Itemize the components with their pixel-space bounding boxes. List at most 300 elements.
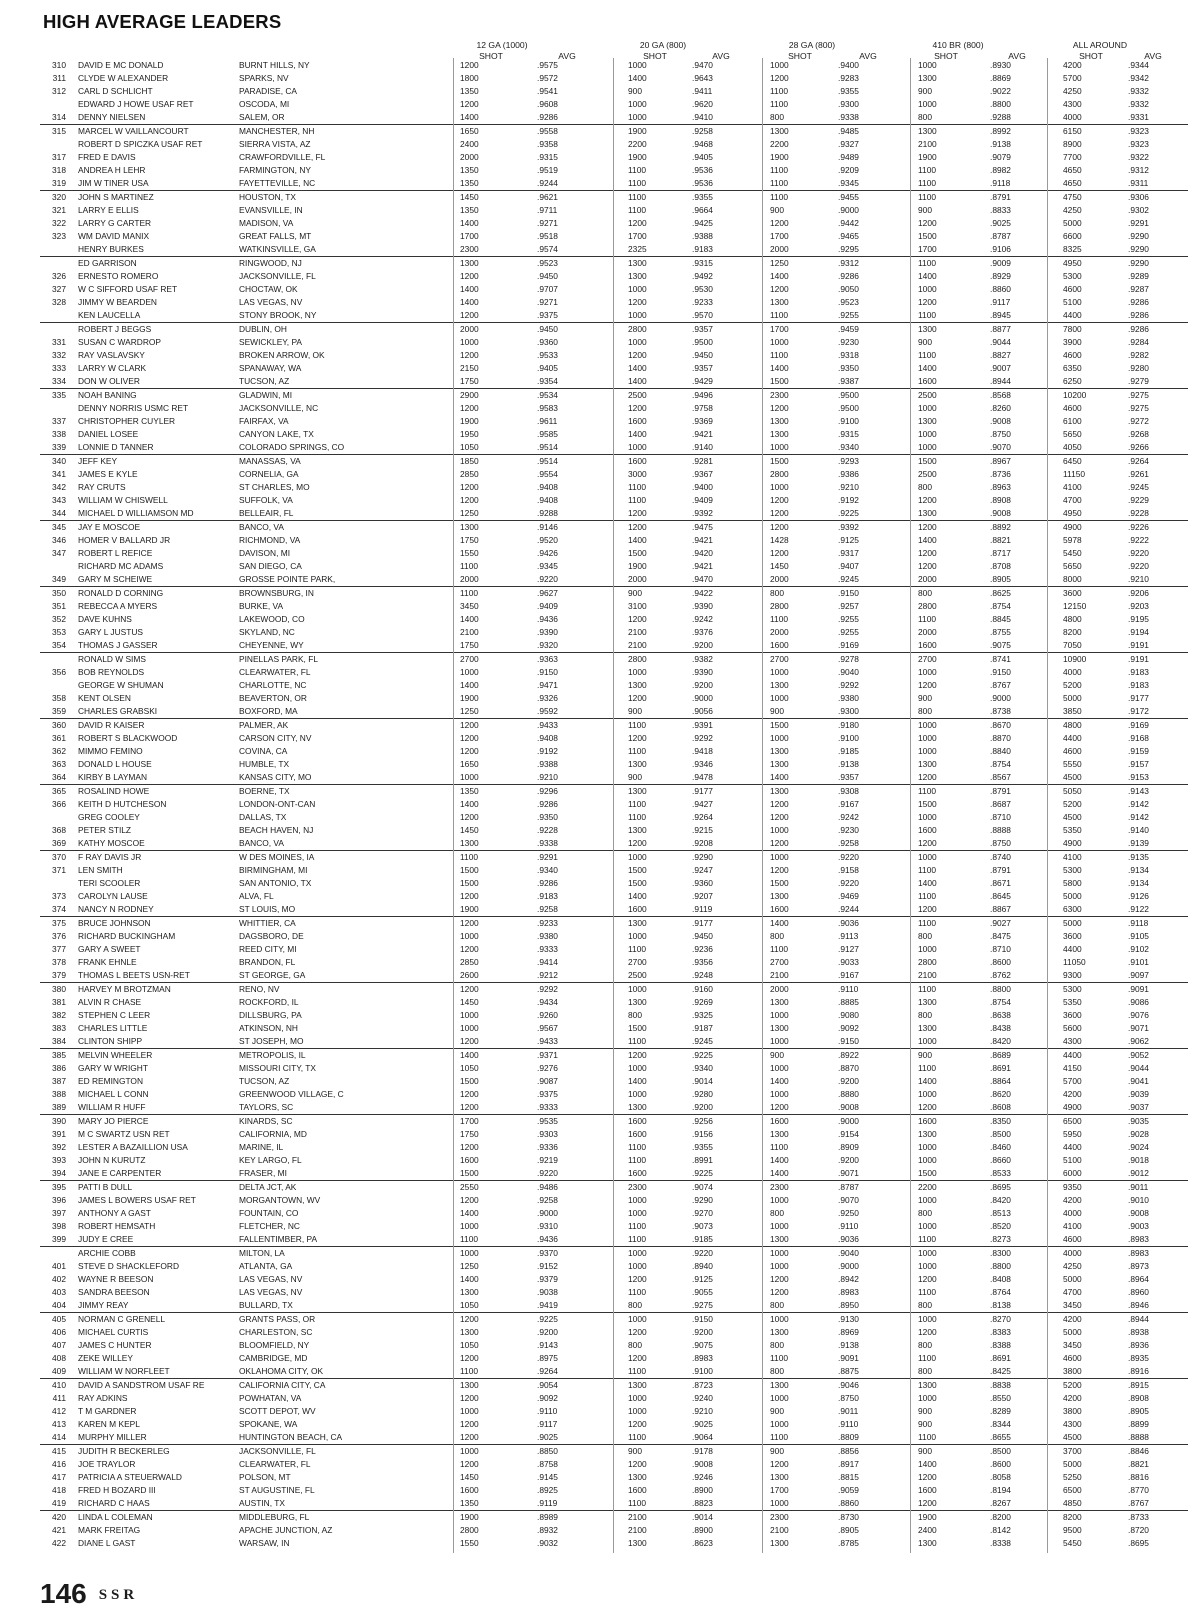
- average-cell: .9228: [1128, 507, 1149, 518]
- average-cell: .9258: [838, 837, 859, 848]
- table-row: [0, 1181, 1200, 1194]
- rank-cell: 414: [52, 1431, 66, 1442]
- targets-shot-cell: 1200: [628, 1326, 647, 1337]
- targets-shot-cell: 5800: [1063, 877, 1082, 888]
- targets-shot-cell: 1500: [460, 877, 479, 888]
- average-cell: .9200: [692, 679, 713, 690]
- average-cell: .9514: [537, 456, 558, 466]
- average-cell: .9150: [990, 666, 1011, 677]
- shooter-name-cell: MELVIN WHEELER: [78, 1050, 153, 1060]
- shooter-name-cell: ERNESTO ROMERO: [78, 270, 159, 281]
- targets-shot-cell: 1000: [628, 60, 647, 70]
- targets-shot-cell: 1100: [918, 1233, 937, 1244]
- average-cell: .9465: [838, 230, 859, 241]
- targets-shot-cell: 1200: [770, 837, 789, 848]
- average-cell: .9200: [692, 1101, 713, 1112]
- targets-shot-cell: 1428: [770, 534, 789, 545]
- targets-shot-cell: 1000: [628, 336, 647, 347]
- rank-cell: 370: [52, 852, 66, 862]
- rank-cell: 392: [52, 1141, 66, 1152]
- targets-shot-cell: 800: [918, 1009, 932, 1020]
- average-cell: .9240: [692, 1392, 713, 1403]
- average-cell: .8740: [990, 852, 1011, 862]
- table-row: [0, 1537, 1200, 1550]
- shooter-name-cell: KEN LAUCELLA: [78, 309, 141, 320]
- targets-shot-cell: 1000: [628, 1392, 647, 1403]
- targets-shot-cell: 800: [770, 930, 784, 941]
- average-cell: .8058: [990, 1471, 1011, 1482]
- targets-shot-cell: 2300: [770, 390, 789, 400]
- shooter-name-cell: ROBERT HEMSATH: [78, 1220, 156, 1231]
- targets-shot-cell: 1400: [628, 534, 647, 545]
- shooter-name-cell: LONNIE D TANNER: [78, 441, 154, 452]
- targets-shot-cell: 900: [628, 1446, 642, 1456]
- targets-shot-cell: 1300: [918, 1537, 937, 1548]
- average-cell: .9264: [692, 811, 713, 822]
- average-cell: .9210: [1128, 573, 1149, 584]
- hometown-cell: REED CITY, MI: [239, 943, 297, 954]
- targets-shot-cell: 4650: [1063, 177, 1082, 188]
- targets-shot-cell: 2325: [628, 243, 647, 254]
- average-cell: .9572: [537, 72, 558, 83]
- hometown-cell: MISSOURI CITY, TX: [239, 1062, 316, 1073]
- average-cell: .9250: [838, 1207, 859, 1218]
- average-cell: .8408: [990, 1273, 1011, 1284]
- targets-shot-cell: 1000: [918, 283, 937, 294]
- targets-shot-cell: 1900: [460, 903, 479, 914]
- average-cell: .8689: [990, 1050, 1011, 1060]
- column-group-header: 28 GA (800): [788, 40, 836, 50]
- targets-shot-cell: 1500: [628, 864, 647, 875]
- average-cell: .9346: [692, 758, 713, 769]
- average-cell: .9295: [838, 243, 859, 254]
- targets-shot-cell: 1500: [460, 1075, 479, 1086]
- table-row: [0, 1379, 1200, 1392]
- targets-shot-cell: 5000: [1063, 1326, 1082, 1337]
- average-cell: .8138: [990, 1299, 1011, 1310]
- targets-shot-cell: 1200: [460, 60, 479, 70]
- targets-shot-cell: 1400: [460, 613, 479, 624]
- table-row: [0, 1220, 1200, 1233]
- shooter-name-cell: DIANE L GAST: [78, 1537, 136, 1548]
- column-group-header: ALL AROUND: [1072, 40, 1128, 50]
- targets-shot-cell: 1600: [918, 1116, 937, 1126]
- table-row: [0, 230, 1200, 243]
- targets-shot-cell: 1300: [770, 1233, 789, 1244]
- average-cell: .9567: [537, 1022, 558, 1033]
- average-cell: .9405: [692, 151, 713, 162]
- rank-cell: 404: [52, 1299, 66, 1310]
- hometown-cell: RENO, NV: [239, 984, 280, 994]
- average-cell: .9195: [1128, 613, 1149, 624]
- targets-shot-cell: 1400: [628, 362, 647, 373]
- average-cell: .9258: [537, 903, 558, 914]
- table-row: [0, 349, 1200, 362]
- column-subheader: SHOT: [643, 51, 667, 61]
- table-row: [0, 125, 1200, 138]
- targets-shot-cell: 1000: [460, 1446, 479, 1456]
- targets-shot-cell: 2500: [628, 969, 647, 980]
- targets-shot-cell: 1700: [770, 324, 789, 334]
- average-cell: .9247: [692, 864, 713, 875]
- targets-shot-cell: 1000: [628, 852, 647, 862]
- average-cell: .8833: [990, 204, 1011, 215]
- targets-shot-cell: 1300: [770, 415, 789, 426]
- average-cell: .9281: [692, 456, 713, 466]
- hometown-cell: OKLAHOMA CITY, OK: [239, 1365, 324, 1376]
- average-cell: .9185: [692, 1233, 713, 1244]
- average-cell: .8908: [1128, 1392, 1149, 1403]
- targets-shot-cell: 5350: [1063, 996, 1082, 1007]
- average-cell: .9470: [692, 60, 713, 70]
- shooter-name-cell: RAY VASLAVSKY: [78, 349, 145, 360]
- targets-shot-cell: 4150: [1063, 1062, 1082, 1073]
- targets-shot-cell: 2400: [918, 1524, 937, 1535]
- table-row: [0, 1062, 1200, 1075]
- average-cell: .9255: [838, 626, 859, 637]
- targets-shot-cell: 4050: [1063, 441, 1082, 452]
- average-cell: .9255: [838, 613, 859, 624]
- targets-shot-cell: 1500: [918, 230, 937, 241]
- targets-shot-cell: 1200: [460, 309, 479, 320]
- hometown-cell: BEAVERTON, OR: [239, 692, 307, 703]
- targets-shot-cell: 4900: [1063, 522, 1082, 532]
- average-cell: .9392: [692, 507, 713, 518]
- shooter-name-cell: NANCY N RODNEY: [78, 903, 154, 914]
- targets-shot-cell: 1100: [770, 98, 789, 109]
- targets-shot-cell: 1000: [460, 1405, 479, 1416]
- hometown-cell: GROSSE POINTE PARK,: [239, 573, 336, 584]
- targets-shot-cell: 7800: [1063, 324, 1082, 334]
- hometown-cell: MILTON, LA: [239, 1248, 285, 1258]
- targets-shot-cell: 3600: [1063, 1009, 1082, 1020]
- targets-shot-cell: 3800: [1063, 1365, 1082, 1376]
- targets-shot-cell: 1000: [628, 1248, 647, 1258]
- targets-shot-cell: 1300: [628, 918, 647, 928]
- average-cell: .9434: [537, 996, 558, 1007]
- targets-shot-cell: 4250: [1063, 85, 1082, 96]
- rank-cell: 366: [52, 798, 66, 809]
- average-cell: .9009: [990, 258, 1011, 268]
- targets-shot-cell: 1200: [628, 1352, 647, 1363]
- table-row: [0, 336, 1200, 349]
- targets-shot-cell: 1100: [460, 1233, 479, 1244]
- shooter-name-cell: JUDY E CREE: [78, 1233, 134, 1244]
- average-cell: .9052: [1128, 1050, 1149, 1060]
- average-cell: .8821: [990, 534, 1011, 545]
- average-cell: .8289: [990, 1405, 1011, 1416]
- table-row: [0, 1167, 1200, 1180]
- hometown-cell: ST CHARLES, MO: [239, 481, 310, 492]
- average-cell: .8620: [990, 1088, 1011, 1099]
- targets-shot-cell: 1200: [460, 494, 479, 505]
- shooter-name-cell: DONALD L HOUSE: [78, 758, 152, 769]
- hometown-cell: BELLEAIR, FL: [239, 507, 294, 518]
- targets-shot-cell: 5000: [1063, 1458, 1082, 1469]
- targets-shot-cell: 1100: [770, 309, 789, 320]
- hometown-cell: ST LOUIS, MO: [239, 903, 296, 914]
- column-rule: [453, 58, 454, 1553]
- targets-shot-cell: 4900: [1063, 837, 1082, 848]
- table-row: [0, 877, 1200, 890]
- targets-shot-cell: 1100: [918, 309, 937, 320]
- shooter-name-cell: RONALD D CORNING: [78, 588, 164, 598]
- targets-shot-cell: 2000: [460, 324, 479, 334]
- average-cell: .9534: [537, 390, 558, 400]
- average-cell: .9711: [537, 204, 558, 215]
- targets-shot-cell: 1500: [460, 1167, 479, 1178]
- table-row: [0, 507, 1200, 520]
- rank-cell: 384: [52, 1035, 66, 1046]
- targets-shot-cell: 1200: [918, 903, 937, 914]
- rank-cell: 328: [52, 296, 66, 307]
- average-cell: .9032: [537, 1537, 558, 1548]
- rank-cell: 361: [52, 732, 66, 743]
- average-cell: .9376: [692, 626, 713, 637]
- targets-shot-cell: 1900: [628, 560, 647, 571]
- hometown-cell: SPARKS, NV: [239, 72, 289, 83]
- table-row: [0, 1431, 1200, 1444]
- average-cell: .9245: [1128, 481, 1149, 492]
- average-cell: .9122: [1128, 903, 1149, 914]
- average-cell: .9230: [838, 336, 859, 347]
- targets-shot-cell: 1000: [770, 441, 789, 452]
- table-row: [0, 666, 1200, 679]
- targets-shot-cell: 1300: [918, 72, 937, 83]
- shooter-name-cell: KEITH D HUTCHESON: [78, 798, 167, 809]
- table-row: [0, 1101, 1200, 1114]
- targets-shot-cell: 1900: [628, 126, 647, 136]
- targets-shot-cell: 800: [770, 1365, 784, 1376]
- hometown-cell: STONY BROOK, NY: [239, 309, 317, 320]
- shooter-name-cell: DAVID A SANDSTROM USAF RE: [78, 1380, 205, 1390]
- shooter-name-cell: HENRY BURKES: [78, 243, 144, 254]
- average-cell: .9055: [692, 1286, 713, 1297]
- average-cell: .8736: [990, 468, 1011, 479]
- average-cell: .9357: [692, 362, 713, 373]
- hometown-cell: HUNTINGTON BEACH, CA: [239, 1431, 343, 1442]
- average-cell: .8500: [990, 1446, 1011, 1456]
- average-cell: .9130: [838, 1314, 859, 1324]
- shooter-name-cell: JAMES L BOWERS USAF RET: [78, 1194, 196, 1205]
- table-row: [0, 983, 1200, 996]
- targets-shot-cell: 2100: [770, 1524, 789, 1535]
- average-cell: .9621: [537, 192, 558, 202]
- targets-shot-cell: 900: [918, 1050, 932, 1060]
- targets-shot-cell: 900: [918, 85, 932, 96]
- targets-shot-cell: 1100: [770, 192, 789, 202]
- targets-shot-cell: 1000: [628, 1194, 647, 1205]
- shooter-name-cell: NOAH BANING: [78, 390, 137, 400]
- targets-shot-cell: 2500: [918, 468, 937, 479]
- targets-shot-cell: 4200: [1063, 1194, 1082, 1205]
- average-cell: .8936: [1128, 1339, 1149, 1350]
- average-cell: .8754: [990, 996, 1011, 1007]
- rank-cell: 345: [52, 522, 66, 532]
- targets-shot-cell: 5200: [1063, 1380, 1082, 1390]
- average-cell: .9119: [692, 903, 713, 914]
- average-cell: .9087: [537, 1075, 558, 1086]
- targets-shot-cell: 1200: [770, 402, 789, 413]
- targets-shot-cell: 6350: [1063, 362, 1082, 373]
- average-cell: .9290: [692, 1194, 713, 1205]
- average-cell: .9408: [537, 481, 558, 492]
- targets-shot-cell: 1100: [918, 177, 937, 188]
- average-cell: .9105: [1128, 930, 1149, 941]
- targets-shot-cell: 2100: [628, 1524, 647, 1535]
- table-row: [0, 389, 1200, 402]
- targets-shot-cell: 1400: [460, 679, 479, 690]
- table-row: [0, 758, 1200, 771]
- average-cell: .9421: [692, 428, 713, 439]
- targets-shot-cell: 2000: [770, 243, 789, 254]
- average-cell: .9200: [692, 1326, 713, 1337]
- targets-shot-cell: 4400: [1063, 1141, 1082, 1152]
- targets-shot-cell: 1200: [460, 1352, 479, 1363]
- targets-shot-cell: 1400: [460, 217, 479, 228]
- average-cell: .8905: [838, 1524, 859, 1535]
- rank-cell: 411: [52, 1392, 66, 1403]
- average-cell: .9421: [692, 560, 713, 571]
- targets-shot-cell: 5350: [1063, 824, 1082, 835]
- average-cell: .9242: [838, 811, 859, 822]
- targets-shot-cell: 1100: [628, 177, 647, 188]
- targets-shot-cell: 1200: [770, 1273, 789, 1284]
- average-cell: .9219: [537, 1154, 558, 1165]
- targets-shot-cell: 1600: [770, 639, 789, 650]
- targets-shot-cell: 6450: [1063, 456, 1082, 466]
- rank-cell: 405: [52, 1314, 66, 1324]
- targets-shot-cell: 1600: [628, 415, 647, 426]
- average-cell: .9664: [692, 204, 713, 215]
- targets-shot-cell: 1000: [918, 720, 937, 730]
- average-cell: .8877: [990, 324, 1011, 334]
- average-cell: .9450: [537, 324, 558, 334]
- targets-shot-cell: 2500: [918, 390, 937, 400]
- average-cell: .9233: [692, 296, 713, 307]
- shooter-name-cell: TERI SCOOLER: [78, 877, 141, 888]
- targets-shot-cell: 1100: [628, 798, 647, 809]
- targets-shot-cell: 1250: [460, 705, 479, 716]
- targets-shot-cell: 2800: [628, 654, 647, 664]
- average-cell: .8717: [990, 547, 1011, 558]
- targets-shot-cell: 1600: [460, 1154, 479, 1165]
- column-group-header: 20 GA (800): [639, 40, 687, 50]
- targets-shot-cell: 1350: [460, 204, 479, 215]
- targets-shot-cell: 5300: [1063, 864, 1082, 875]
- average-cell: .9264: [1128, 456, 1149, 466]
- average-cell: .9390: [692, 666, 713, 677]
- average-cell: .8638: [990, 1009, 1011, 1020]
- rank-cell: 403: [52, 1286, 66, 1297]
- targets-shot-cell: 1500: [460, 864, 479, 875]
- average-cell: .9209: [838, 164, 859, 175]
- targets-shot-cell: 1100: [918, 1431, 937, 1442]
- average-cell: .8350: [990, 1116, 1011, 1126]
- targets-shot-cell: 1300: [918, 1128, 937, 1139]
- average-cell: .9210: [537, 771, 558, 782]
- shooter-name-cell: KATHY MOSCOE: [78, 837, 145, 848]
- table-row: [0, 587, 1200, 600]
- average-cell: .8960: [1128, 1286, 1149, 1297]
- average-cell: .9302: [1128, 204, 1149, 215]
- table-row: [0, 243, 1200, 256]
- average-cell: .9208: [692, 837, 713, 848]
- average-cell: .9338: [537, 837, 558, 848]
- average-cell: .9340: [838, 441, 859, 452]
- targets-shot-cell: 1100: [770, 1141, 789, 1152]
- column-subheader: SHOT: [479, 51, 503, 61]
- targets-shot-cell: 1300: [628, 786, 647, 796]
- average-cell: .8770: [1128, 1484, 1149, 1495]
- average-cell: .9500: [838, 390, 859, 400]
- table-row: [0, 1260, 1200, 1273]
- average-cell: .9012: [1128, 1167, 1149, 1178]
- column-subheader: SHOT: [788, 51, 812, 61]
- table-row: [0, 151, 1200, 164]
- targets-shot-cell: 4200: [1063, 1314, 1082, 1324]
- targets-shot-cell: 1500: [918, 456, 937, 466]
- targets-shot-cell: 1200: [460, 1194, 479, 1205]
- average-cell: .9177: [692, 786, 713, 796]
- targets-shot-cell: 5100: [1063, 1154, 1082, 1165]
- average-cell: .8738: [990, 705, 1011, 716]
- table-row: [0, 930, 1200, 943]
- targets-shot-cell: 1200: [460, 811, 479, 822]
- targets-shot-cell: 3700: [1063, 1446, 1082, 1456]
- average-cell: .9007: [990, 362, 1011, 373]
- table-row: [0, 943, 1200, 956]
- average-cell: .9118: [990, 177, 1011, 188]
- targets-shot-cell: 1200: [460, 1392, 479, 1403]
- table-row: [0, 1194, 1200, 1207]
- average-cell: .8708: [990, 560, 1011, 571]
- average-cell: .8900: [692, 1524, 713, 1535]
- table-row: [0, 732, 1200, 745]
- average-cell: .8438: [990, 1022, 1011, 1033]
- average-cell: .9433: [537, 720, 558, 730]
- targets-shot-cell: 1450: [770, 560, 789, 571]
- average-cell: .9075: [990, 639, 1011, 650]
- average-cell: .9333: [537, 943, 558, 954]
- average-cell: .9585: [537, 428, 558, 439]
- shooter-name-cell: STEVE D SHACKLEFORD: [78, 1260, 179, 1271]
- average-cell: .9118: [1128, 918, 1149, 928]
- targets-shot-cell: 1000: [918, 811, 937, 822]
- targets-shot-cell: 1300: [628, 1101, 647, 1112]
- targets-shot-cell: 1000: [460, 930, 479, 941]
- hometown-cell: GRANTS PASS, OR: [239, 1314, 316, 1324]
- shooter-name-cell: ZEKE WILLEY: [78, 1352, 133, 1363]
- table-row: [0, 72, 1200, 85]
- shooter-name-cell: CLINTON SHIPP: [78, 1035, 143, 1046]
- targets-shot-cell: 1600: [628, 1128, 647, 1139]
- targets-shot-cell: 1050: [460, 1339, 479, 1350]
- targets-shot-cell: 800: [770, 588, 784, 598]
- targets-shot-cell: 1300: [628, 1380, 647, 1390]
- average-cell: .9110: [537, 1405, 558, 1416]
- average-cell: .8645: [990, 890, 1011, 901]
- targets-shot-cell: 1100: [628, 204, 647, 215]
- targets-shot-cell: 1400: [460, 111, 479, 122]
- targets-shot-cell: 900: [770, 1050, 784, 1060]
- targets-shot-cell: 1000: [918, 441, 937, 452]
- targets-shot-cell: 1200: [770, 494, 789, 505]
- targets-shot-cell: 900: [918, 1446, 932, 1456]
- targets-shot-cell: 4300: [1063, 1418, 1082, 1429]
- average-cell: .9008: [990, 507, 1011, 518]
- shooter-name-cell: NORMAN C GRENELL: [78, 1314, 166, 1324]
